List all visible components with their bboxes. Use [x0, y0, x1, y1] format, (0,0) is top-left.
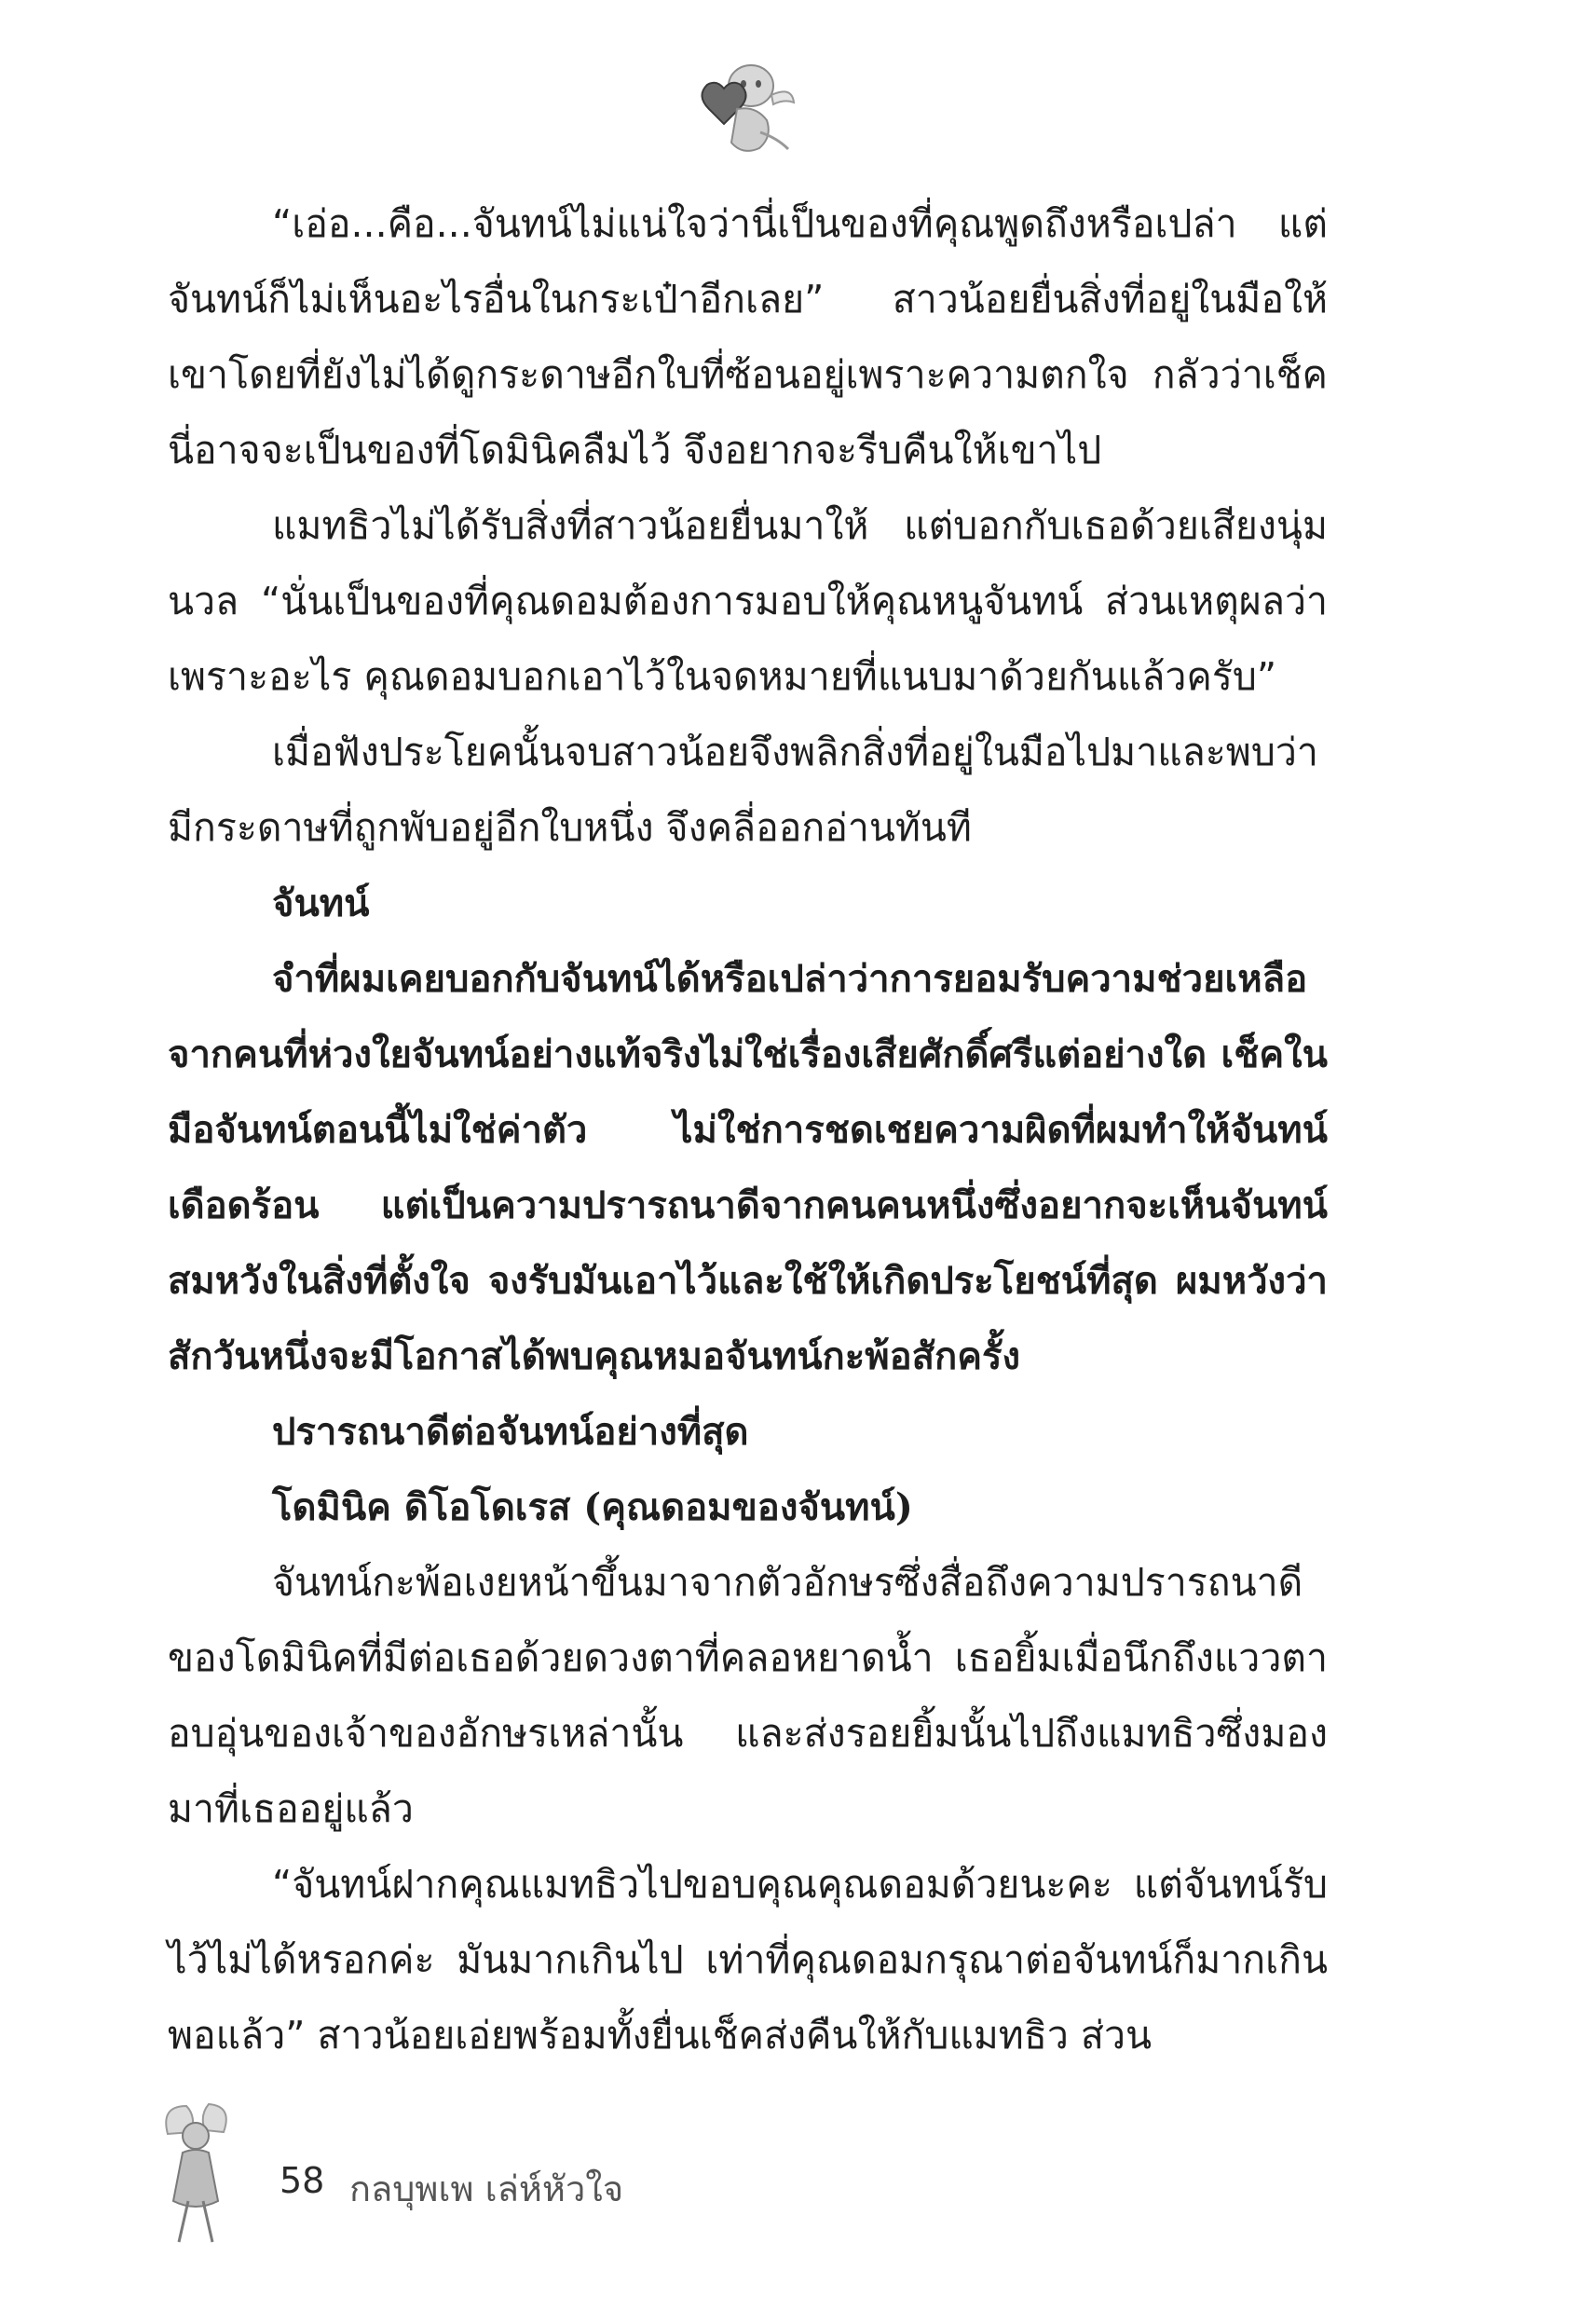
letter-body: จำที่ผมเคยบอกกับจันทน์ได้หรือเปล่าว่าการยอมรับความช่วยเหลือจากคนที่ห่วงใยจันทน์อย่างแท้จริงไม่ใช่เรื่องเสียศักดิ์ศรีแต่อย่างใด เช็คในมือจันทน์ตอนนี้ไม่ใช่ค่าตัว ไม่ใช่การชดเชยความผิดที่ผมทำให้จันทน์เดือดร้อน แต่เป็นความปรารถนาดีจากคนคนหนึ่งซึ่งอยากจะเห็นจันทน์สมหวังในสิ่งที่ตั้งใจ จงรับมันเอาไว้และใช้ให้เกิดประโยชน์ที่สุด ผมหวังว่าสักวันหนึ่งจะมีโอกาสได้พบคุณหมอจันทน์กะพ้อสักครั้ง: [168, 957, 1328, 1378]
letter-salutation: จันทน์: [272, 882, 370, 925]
paragraph: จันทน์กะพ้อเงยหน้าขึ้นมาจากตัวอักษรซึ่งสื่อถึงความปรารถนาดีของโดมินิคที่มีต่อเธอด้วยดวงตาที่คลอหยาดน้ำ เธอยิ้มเมื่อนึกถึงแววตาอบอุ่นของเจ้าของอักษรเหล่านั้น และส่งรอยยิ้มนั้นไปถึงแมทธิวซึ่งมองมาที่เธออยู่แล้ว: [168, 1560, 1328, 1831]
fairy-icon: [158, 2097, 233, 2255]
paragraph: เมื่อฟังประโยคนั้นจบสาวน้อยจึงพลิกสิ่งที่อยู่ในมือไปมาและพบว่ามีกระดาษที่ถูกพับอยู่อีกใบหนึ่ง จึงคลี่ออกอ่านทันที: [168, 730, 1318, 850]
page-footer: [158, 2097, 811, 2255]
paragraph: “เอ่อ...คือ...จันทน์ไม่แน่ใจว่านี่เป็นของที่คุณพูดถึงหรือเปล่า แต่จันทน์ก็ไม่เห็นอะไรอื่นในกระเป๋าอีกเลย” สาวน้อยยื่นสิ่งที่อยู่ในมือให้เขาโดยที่ยังไม่ได้ดูกระดาษอีกใบที่ซ้อนอยู่เพราะความตกใจ กลัวว่าเช็คนี่อาจจะเป็นของที่โดมินิคลืมไว้ จึงอยากจะรีบคืนให้เขาไป: [168, 201, 1328, 472]
page-number: 58: [280, 2160, 325, 2201]
letter-signature: โดมินิค ดิโอโดเรส (คุณดอมของจันทน์): [272, 1485, 913, 1529]
paragraph: “จันทน์ฝากคุณแมทธิวไปขอบคุณคุณดอมด้วยนะคะ แต่จันทน์รับไว้ไม่ได้หรอกค่ะ มันมากเกินไป เท่าที่คุณดอมกรุณาต่อจันทน์ก็มากเกินพอแล้ว” สาวน้อยเอ่ยพร้อมทั้งยื่นเช็คส่งคืนให้กับแมทธิว ส่วน: [168, 1862, 1328, 2058]
cupid-with-heart-icon: [686, 58, 798, 160]
page-text: [168, 186, 1328, 2073]
letter-closing: ปรารถนาดีต่อจันทน์อย่างที่สุด: [272, 1410, 749, 1454]
book-title: กลบุพเพ เล่ห์หัวใจ: [349, 2168, 624, 2209]
paragraph: แมทธิวไม่ได้รับสิ่งที่สาวน้อยยื่นมาให้ แต่บอกกับเธอด้วยเสียงนุ่มนวล “นั่นเป็นของที่คุณดอมต้องการมอบให้คุณหนูจันทน์ ส่วนเหตุผลว่าเพราะอะไร คุณดอมบอกเอาไว้ในจดหมายที่แนบมาด้วยกันแล้วครับ”: [168, 503, 1328, 699]
